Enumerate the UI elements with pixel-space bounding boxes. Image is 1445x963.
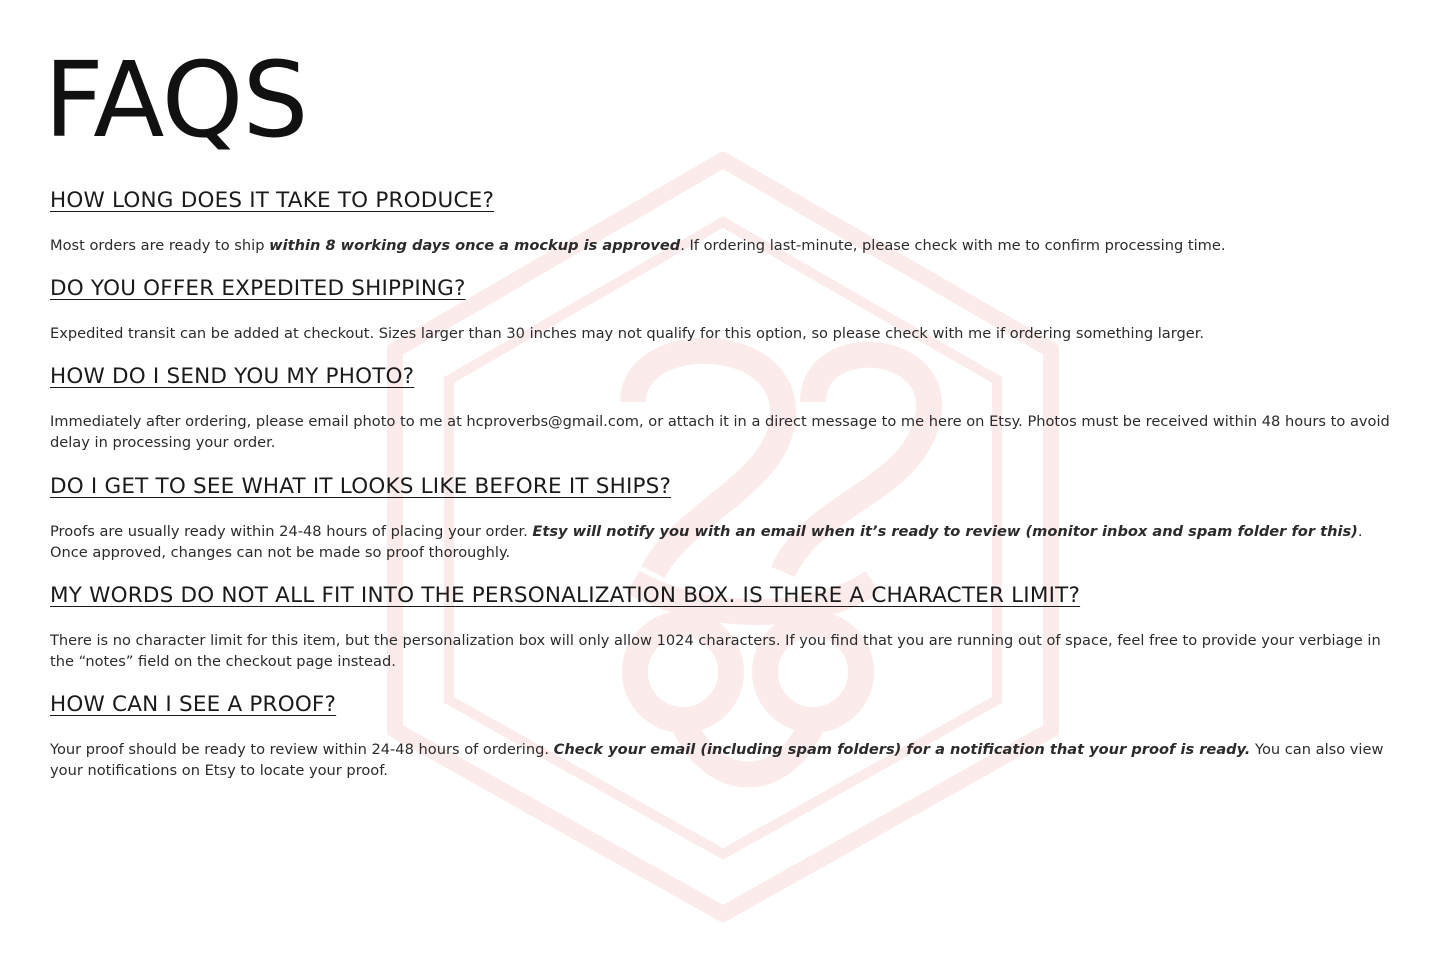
faq-answer: Expedited transit can be added at checkout. Sizes larger than 30 inches may not qualify for this option, so please check with me if ordering something larger. — [50, 325, 1205, 343]
faq-item — [50, 692, 1395, 781]
faq-item — [50, 583, 1395, 672]
faq-answer: There is no character limit for this item, but the personalization box will only allow 1024 characters. If you find that you are running out of space, feel free to provide your verbiage in the “notes” field on the checkout page instead. — [50, 631, 1381, 671]
faq-answer: Immediately after ordering, please email photo to me at hcproverbs@gmail.com, or attach it in a direct message to me here on Etsy. Photos must be received within 48 hours to avoid delay in processing your order. — [50, 413, 1390, 452]
faq-answer: Your proof should be ready to review within 24-48 hours of ordering. Check your email (including spam folders) for a notification that your proof is ready. You can also view your notifications on Etsy to locate your proof. — [50, 741, 1384, 780]
faq-item — [50, 364, 1395, 453]
faq-answer: Proofs are usually ready within 24-48 hours of placing your order. Etsy will notify you with an email when it’s ready to review (monitor inbox and spam folder for this). Once approved, changes can not be made so proof thoroughly. — [50, 522, 1363, 561]
faq-item — [50, 188, 1395, 256]
faq-question: DO YOU OFFER EXPEDITED SHIPPING? — [50, 276, 466, 302]
faq-list — [50, 188, 1395, 802]
faq-item — [50, 276, 1395, 344]
faq-question: MY WORDS DO NOT ALL FIT INTO THE PERSONALIZATION BOX. IS THERE A CHARACTER LIMIT? — [50, 582, 1081, 608]
faq-item — [50, 474, 1395, 563]
faq-question: HOW LONG DOES IT TAKE TO PRODUCE? — [50, 188, 495, 213]
page-title: FAQS — [44, 39, 308, 161]
faq-answer: Most orders are ready to ship within 8 working days once a mockup is approved. If ordering last-minute, please check with me to confirm processing time. — [50, 237, 1226, 254]
faq-question: HOW CAN I SEE A PROOF? — [50, 692, 337, 718]
faq-question: HOW DO I SEND YOU MY PHOTO? — [50, 364, 415, 390]
faq-question: DO I GET TO SEE WHAT IT LOOKS LIKE BEFORE IT SHIPS? — [50, 473, 672, 499]
